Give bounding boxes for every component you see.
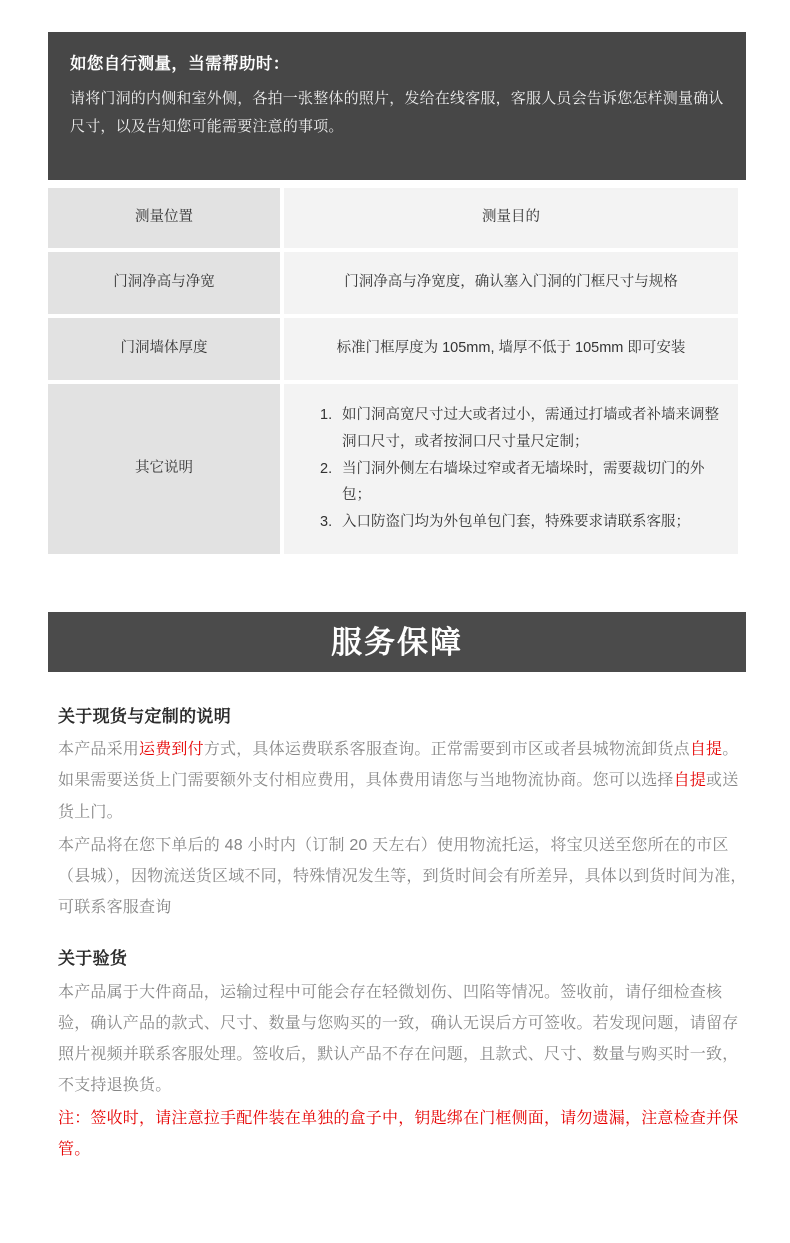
inspection-warning: 注：签收时，请注意拉手配件装在单独的盒子中，钥匙绑在门框侧面，请勿遗漏，注意检查并保管。 <box>58 1110 739 1159</box>
service-guarantee-banner <box>48 612 746 672</box>
table-header-purpose: 测量目的 <box>284 188 738 248</box>
text-part: 或送货上门。 <box>58 772 739 821</box>
measure-help-notice-title: 如您自行测量，当需帮助时： <box>70 55 290 73</box>
table-cell-label: 门洞墙体厚度 <box>48 318 280 380</box>
text-part: 方式，具体运费联系客服查询。正常需要到市区或者县城物流卸货点 <box>203 741 690 759</box>
table-cell-value: 标准门框厚度为 105mm, 墙厚不低于 105mm 即可安装 <box>284 318 738 380</box>
table-header-position: 测量位置 <box>48 188 280 248</box>
table-row <box>48 252 738 314</box>
section-inspection <box>58 945 748 1165</box>
service-content <box>58 703 748 1166</box>
section-stock-and-custom <box>58 703 748 923</box>
measurement-spec-table <box>44 184 742 558</box>
other-notes-list <box>296 402 726 536</box>
inspection-paragraph: 本产品属于大件商品，运输过程中可能会存在轻微划伤、凹陷等情况。签收前，请仔细检查核验，确认产品的款式、尺寸、数量与您购买的一致，确认无误后方可签收。若发现问题，请留存照片视频并联系客服处理。签收后，默认产品不存在问题，且款式、尺寸、数量与购买时一致，不支持退换货。 <box>58 983 739 1095</box>
list-item: 如门洞高宽尺寸过大或者过小，需通过打墙或者补墙来调整洞口尺寸，或者按洞口尺寸量尺定制； <box>342 406 719 450</box>
text-part: 本产品采用 <box>58 741 140 759</box>
table-cell-label: 门洞净高与净宽 <box>48 252 280 314</box>
table-row <box>48 318 738 380</box>
highlight-self-pickup: 自提 <box>673 772 707 790</box>
table-cell-value <box>284 384 738 554</box>
measure-help-notice <box>48 32 746 180</box>
table-header-row <box>48 188 738 248</box>
section-heading: 关于验货 <box>58 949 128 969</box>
table-cell-label: 其它说明 <box>48 384 280 554</box>
highlight-self-pickup: 自提 <box>689 741 723 759</box>
list-item: 当门洞外侧左右墙垛过窄或者无墙垛时，需要裁切门的外包； <box>342 460 705 504</box>
measure-help-notice-body: 请将门洞的内侧和室外侧，各拍一张整体的照片，发给在线客服，客服人员会告诉您怎样测量确认尺寸，以及告知您可能需要注意的事项。 <box>70 89 724 135</box>
table-cell-value: 门洞净高与净宽度，确认塞入门洞的门框尺寸与规格 <box>284 252 738 314</box>
table-row-other-notes <box>48 384 738 554</box>
text-part: 。如果需要送货上门需要额外支付相应费用，具体费用请您与当地物流协商。您可以选择 <box>58 741 739 790</box>
highlight-freight-collect: 运费到付 <box>139 741 204 759</box>
service-guarantee-title: 服务保障 <box>331 624 463 660</box>
list-item: 入口防盗门均为外包单包门套，特殊要求请联系客服； <box>342 514 690 531</box>
delivery-time-paragraph: 本产品将在您下单后的 48 小时内（订制 20 天左右）使用物流托运，将宝贝送至您所在的市区（县城），因物流送货区域不同，特殊情况发生等，到货时间会有所差异，具体以到货时间为准，可联系客服查询 <box>58 836 747 917</box>
section-heading: 关于现货与定制的说明 <box>58 707 231 726</box>
shipping-paragraph <box>58 734 748 828</box>
